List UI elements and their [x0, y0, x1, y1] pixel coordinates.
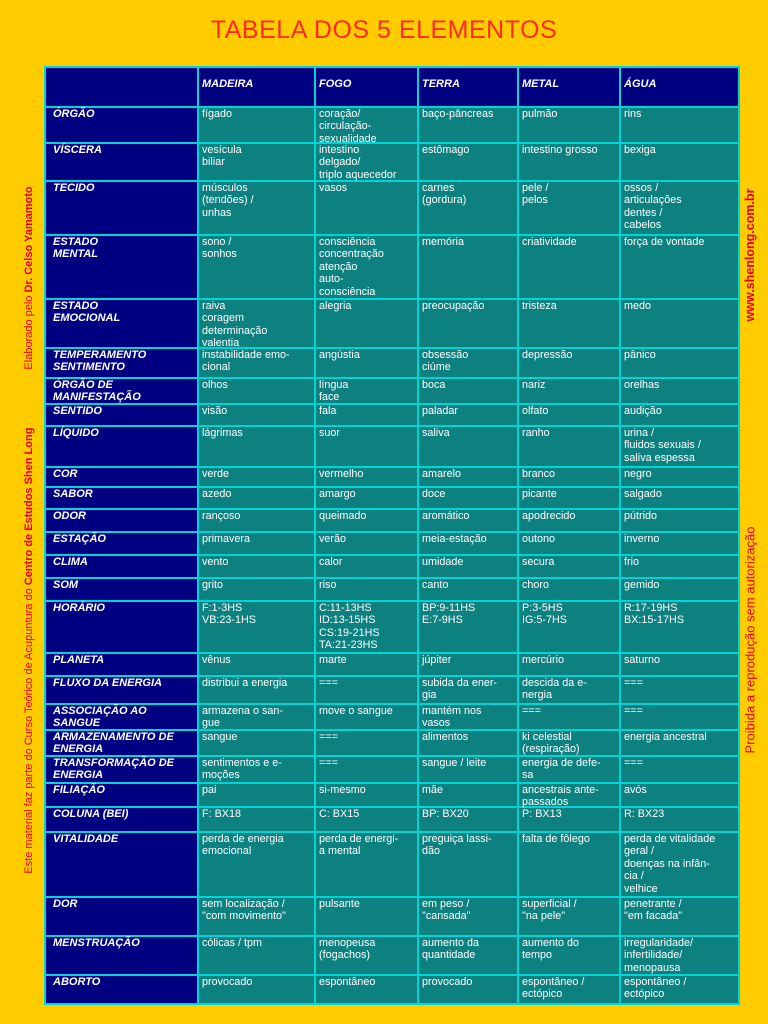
- table-cell: energia de defe- sa: [522, 757, 601, 782]
- table-cell: orelhas: [624, 379, 660, 391]
- table-cell: vasos: [319, 182, 348, 194]
- table-cell: força de vontade: [624, 236, 705, 248]
- table-cell: raiva coragem determinação valentia: [202, 300, 268, 350]
- row-category-label: FILIAÇÃO: [53, 784, 105, 796]
- table-cell: perda de energi- a mental: [319, 833, 399, 858]
- table-cell: ===: [624, 757, 643, 769]
- right-side-note: [741, 80, 759, 980]
- row-category-label: SOM: [53, 579, 79, 591]
- row-category-label: DOR: [53, 898, 78, 910]
- table-cell: perda de vitalidade geral / doenças na infân- cia / velhice: [624, 833, 716, 895]
- table-cell: aumento da quantidade: [422, 937, 480, 962]
- table-cell: R: BX23: [624, 808, 665, 820]
- table-cell: umidade: [422, 556, 464, 568]
- table-cell: superficial / "na pele": [522, 898, 577, 923]
- left-side-note: [20, 80, 38, 980]
- table-cell: visão: [202, 405, 228, 417]
- table-cell: sem localização / "com movimento": [202, 898, 286, 923]
- table-cell: carnes (gordura): [422, 182, 467, 207]
- table-cell: provocado: [202, 976, 253, 988]
- table-cell: saliva: [422, 427, 450, 439]
- row-category-label: CLIMA: [53, 556, 88, 568]
- table-cell: vento: [202, 556, 229, 568]
- table-cell: amargo: [319, 488, 356, 500]
- table-cell: menopeusa (fogachos): [319, 937, 376, 962]
- table-cell: gemido: [624, 579, 660, 591]
- table-cell: alimentos: [422, 731, 469, 743]
- row-category-label: TEMPERAMENTO SENTIMENTO: [53, 349, 147, 374]
- table-cell: R:17-19HS BX:15-17HS: [624, 602, 685, 627]
- table-cell: perda de energia emocional: [202, 833, 284, 858]
- row-category-label: SABOR: [53, 488, 93, 500]
- table-cell: audição: [624, 405, 662, 417]
- row-category-label: ÓRGÃO DE MANIFESTAÇÃO: [53, 379, 141, 404]
- table-cell: sangue: [202, 731, 238, 743]
- row-divider: [44, 1003, 740, 1005]
- table-cell: F: BX18: [202, 808, 242, 820]
- table-cell: boca: [422, 379, 446, 391]
- table-cell: apodrecido: [522, 510, 576, 522]
- left-note-part1: Este material faz parte do Curso Teórico de Acupuntura do: [23, 585, 35, 874]
- column-header-terra: TERRA: [422, 78, 460, 90]
- table-cell: ancestrais ante- passados: [522, 784, 599, 809]
- table-cell: frio: [624, 556, 639, 568]
- row-category-label: ABORTO: [53, 976, 101, 988]
- table-cell: obsessão ciúme: [422, 349, 469, 374]
- table-cell: intestino delgado/ triplo aquecedor: [319, 144, 397, 181]
- row-divider: [44, 66, 740, 68]
- column-divider: [314, 66, 316, 1005]
- table-cell: pânico: [624, 349, 656, 361]
- row-category-label: ESTADO MENTAL: [53, 236, 99, 261]
- table-cell: ranho: [522, 427, 550, 439]
- table-cell: ===: [624, 705, 643, 717]
- table-cell: picante: [522, 488, 557, 500]
- table-cell: penetrante / "em facada": [624, 898, 683, 923]
- table-cell: falta de fôlego: [522, 833, 590, 845]
- table-cell: secura: [522, 556, 555, 568]
- table-cell: pulsante: [319, 898, 360, 910]
- table-cell: doce: [422, 488, 446, 500]
- table-cell: língua face: [319, 379, 349, 404]
- table-cell: sono / sonhos: [202, 236, 237, 261]
- table-cell: suor: [319, 427, 341, 439]
- table-cell: F:1-3HS VB:23-1HS: [202, 602, 257, 627]
- table-cell: azedo: [202, 488, 232, 500]
- website-link[interactable]: www.shenlong.com.br: [743, 188, 757, 322]
- table-cell: urina / fluidos sexuais / saliva espessa: [624, 427, 701, 464]
- row-category-label: TECIDO: [53, 182, 95, 194]
- table-cell: irregularidade/ infertilidade/ menopausa: [624, 937, 694, 974]
- table-cell: pele / pelos: [522, 182, 549, 207]
- row-category-label: LÍQUIDO: [53, 427, 99, 439]
- table-cell: sentimentos e e- moções: [202, 757, 282, 782]
- table-cell: alegria: [319, 300, 352, 312]
- table-cell: distribui a energia: [202, 677, 288, 689]
- table-cell: vesícula biliar: [202, 144, 242, 169]
- table-cell: vermelho: [319, 468, 364, 480]
- table-cell: negro: [624, 468, 652, 480]
- table-cell: pulmão: [522, 108, 558, 120]
- table-cell: P:3-5HS IG:5-7HS: [522, 602, 568, 627]
- table-cell: move o sangue: [319, 705, 393, 717]
- table-cell: músculos (tendões) / unhas: [202, 182, 254, 219]
- row-category-label: ARMAZENAMENTO DE ENERGIA: [53, 731, 174, 756]
- table-cell: coração/ circulação- sexualidade: [319, 108, 377, 145]
- row-category-label: COLUNA (BEI): [53, 808, 129, 820]
- table-cell: descida da e- nergia: [522, 677, 587, 702]
- table-cell: vênus: [202, 654, 231, 666]
- column-header-madeira: MADEIRA: [202, 78, 254, 90]
- left-note-part4: Dr. Celso Yamamoto: [23, 186, 35, 293]
- table-cell: sangue / leite: [422, 757, 487, 769]
- table-cell: mantém nos vasos: [422, 705, 482, 730]
- table-cell: fala: [319, 405, 337, 417]
- reproduction-notice: Proibida a reprodução sem autorização: [742, 526, 758, 754]
- table-cell: ===: [319, 757, 338, 769]
- column-header-agua: ÁGUA: [624, 78, 657, 90]
- table-cell: medo: [624, 300, 652, 312]
- row-category-label: FLUXO DA ENERGIA: [53, 677, 162, 689]
- table-cell: mãe: [422, 784, 444, 796]
- table-cell: verde: [202, 468, 230, 480]
- row-category-label: MENSTRUAÇÃO: [53, 937, 140, 949]
- table-cell: energia ancestral: [624, 731, 707, 743]
- table-cell: estômago: [422, 144, 470, 156]
- table-cell: primavera: [202, 533, 251, 545]
- table-cell: mercúrio: [522, 654, 564, 666]
- table-cell: meia-estação: [422, 533, 487, 545]
- table-cell: grito: [202, 579, 224, 591]
- table-cell: marte: [319, 654, 347, 666]
- row-category-label: VITALIDADE: [53, 833, 119, 845]
- table-cell: bexiga: [624, 144, 656, 156]
- table-cell: armazena o san- gue: [202, 705, 284, 730]
- table-cell: branco: [522, 468, 556, 480]
- elements-table: [44, 66, 740, 1005]
- row-category-label: ASSOCIAÇÃO AO SANGUE: [53, 705, 147, 730]
- table-cell: consciência concentração atenção auto- consciência: [319, 236, 384, 298]
- table-cell: C: BX15: [319, 808, 360, 820]
- table-cell: depressão: [522, 349, 573, 361]
- table-cell: verão: [319, 533, 347, 545]
- page-title: TABELA DOS 5 ELEMENTOS: [210, 16, 558, 44]
- row-category-label: PLANETA: [53, 654, 105, 666]
- table-cell: olfato: [522, 405, 549, 417]
- table-cell: espontâneo / ectópico: [522, 976, 585, 1001]
- left-note-part2: Centro de Estudos Shen Long: [23, 427, 35, 586]
- row-category-label: VÍSCERA: [53, 144, 102, 156]
- table-cell: lágrimas: [202, 427, 243, 439]
- table-cell: subida da ener- gia: [422, 677, 498, 702]
- table-cell: espontâneo / ectópico: [624, 976, 687, 1001]
- column-divider: [517, 66, 519, 1005]
- table-cell: olhos: [202, 379, 228, 391]
- table-cell: aromático: [422, 510, 470, 522]
- table-cell: tristeza: [522, 300, 557, 312]
- table-cell: intestino grosso: [522, 144, 598, 156]
- table-cell: ===: [522, 705, 541, 717]
- table-cell: canto: [422, 579, 449, 591]
- table-cell: inverno: [624, 533, 660, 545]
- table-cell: BP:9-11HS E:7-9HS: [422, 602, 476, 627]
- table-cell: pútrido: [624, 510, 658, 522]
- table-cell: C:11-13HS ID:13-15HS CS:19-21HS TA:21-23HS: [319, 602, 380, 652]
- table-cell: salgado: [624, 488, 662, 500]
- table-cell: instabilidade emo- cional: [202, 349, 290, 374]
- row-category-label: ESTADO EMOCIONAL: [53, 300, 121, 325]
- table-cell: nariz: [522, 379, 546, 391]
- row-category-label: ESTAÇÃO: [53, 533, 106, 545]
- table-cell: si-mesmo: [319, 784, 366, 796]
- table-cell: rançoso: [202, 510, 241, 522]
- table-cell: fígado: [202, 108, 233, 120]
- table-cell: rins: [624, 108, 642, 120]
- table-cell: choro: [522, 579, 550, 591]
- column-divider: [619, 66, 621, 1005]
- table-cell: provocado: [422, 976, 473, 988]
- table-cell: paladar: [422, 405, 459, 417]
- column-header-metal: METAL: [522, 78, 560, 90]
- table-cell: ===: [624, 677, 643, 689]
- row-category-label: HORÁRIO: [53, 602, 105, 614]
- table-cell: angústia: [319, 349, 360, 361]
- column-divider: [44, 66, 46, 1005]
- table-cell: criatividade: [522, 236, 577, 248]
- table-cell: ===: [319, 677, 338, 689]
- table-cell: preocupação: [422, 300, 485, 312]
- table-cell: amarelo: [422, 468, 462, 480]
- table-cell: outono: [522, 533, 556, 545]
- table-cell: pai: [202, 784, 217, 796]
- row-category-label: COR: [53, 468, 78, 480]
- table-cell: BP: BX20: [422, 808, 469, 820]
- table-cell: preguiça lassi- dão: [422, 833, 492, 858]
- table-cell: P: BX13: [522, 808, 562, 820]
- row-category-label: TRANSFORMAÇÃO DE ENERGIA: [53, 757, 174, 782]
- table-cell: ki celestial (respiração): [522, 731, 580, 756]
- table-cell: avós: [624, 784, 647, 796]
- table-cell: em peso / "cansada": [422, 898, 471, 923]
- table-cell: baço-pâncreas: [422, 108, 494, 120]
- left-note-part3: Elaborado pelo: [23, 292, 35, 370]
- row-category-label: ÓRGÃO: [53, 108, 95, 120]
- table-cell: júpiter: [422, 654, 452, 666]
- table-cell: memória: [422, 236, 464, 248]
- row-category-label: SENTIDO: [53, 405, 102, 417]
- table-cell: calor: [319, 556, 343, 568]
- row-category-label: ODOR: [53, 510, 86, 522]
- column-divider: [417, 66, 419, 1005]
- column-header-fogo: FOGO: [319, 78, 352, 90]
- table-cell: riso: [319, 579, 337, 591]
- table-cell: ===: [319, 731, 338, 743]
- table-cell: aumento do tempo: [522, 937, 580, 962]
- table-cell: ossos / articulações dentes / cabelos: [624, 182, 682, 232]
- table-cell: saturno: [624, 654, 661, 666]
- table-cell: cólicas / tpm: [202, 937, 262, 949]
- table-cell: espontâneo: [319, 976, 376, 988]
- table-cell: queimado: [319, 510, 367, 522]
